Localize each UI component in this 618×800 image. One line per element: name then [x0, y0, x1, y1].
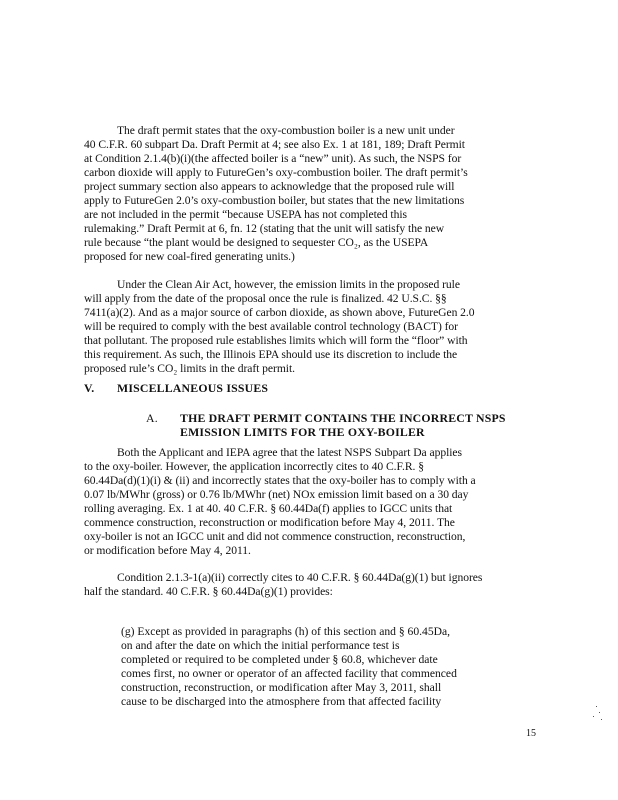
text-line: The draft permit states that the oxy-combustion boiler is a new unit under: [117, 124, 455, 137]
scan-speck: [593, 716, 594, 717]
text-line: will apply from the date of the proposal once the rule is finalized. 42 U.S.C. §§: [84, 292, 447, 305]
text-line: Condition 2.1.3-1(a)(ii) correctly cites to 40 C.F.R. § 60.44Da(g)(1) but ignores: [117, 571, 483, 584]
page-number: 15: [526, 728, 536, 739]
quote-line: comes first, no owner or operator of an affected facility that commenced: [121, 667, 457, 680]
text-line: proposed rule’s CO₂ limits in the draft permit.: [84, 362, 295, 375]
quote-line: construction, reconstruction, or modification after May 3, 2011, shall: [121, 681, 442, 694]
text-line: apply to FutureGen 2.0’s oxy-combustion boiler, but states that the new limitations: [84, 194, 465, 207]
text-line: rolling averaging. Ex. 1 at 40. 40 C.F.R. § 60.44Da(f) applies to IGCC units that: [84, 502, 453, 515]
text-line: 0.07 lb/MWhr (gross) or 0.76 lb/MWhr (net) NOx emission limit based on a 30 day: [84, 488, 469, 501]
text-line: oxy-boiler is not an IGCC unit and did not commence construction, reconstruction,: [84, 530, 466, 543]
quote-line: completed or required to be completed under § 60.8, whichever date: [121, 653, 438, 666]
text-line: will be required to comply with the best available control technology (BACT) for: [84, 320, 458, 333]
scan-speck: [601, 719, 602, 720]
text-line: carbon dioxide will apply to FutureGen’s oxy-combustion boiler. The draft permit’s: [84, 166, 468, 179]
text-line: commence construction, reconstruction or modification before May 4, 2011. The: [84, 516, 455, 529]
section-number: V.: [84, 381, 95, 395]
text-line: rule because “the plant would be designed to sequester CO₂, as the USEPA: [84, 236, 429, 249]
text-line: this requirement. As such, the Illinois EPA should use its discretion to include the: [84, 348, 458, 361]
scan-speck: [596, 706, 597, 707]
text-line: at Condition 2.1.4(b)(i)(the affected boiler is a “new” unit). As such, the NSPS for: [84, 152, 462, 165]
text-line: to the oxy-boiler. However, the application incorrectly cites to 40 C.F.R. §: [84, 460, 424, 473]
text-line: Under the Clean Air Act, however, the emission limits in the proposed rule: [117, 278, 460, 291]
scan-speck: [599, 712, 600, 713]
text-line: proposed for new coal-fired generating units.): [84, 250, 295, 263]
quote-line: (g) Except as provided in paragraphs (h) of this section and § 60.45Da,: [121, 625, 451, 638]
subsection-letter: A.: [146, 411, 158, 425]
text-line: project summary section also appears to acknowledge that the proposed rule will: [84, 180, 455, 193]
text-line: are not included in the permit “because USEPA has not completed this: [84, 208, 407, 221]
text-line: half the standard. 40 C.F.R. § 60.44Da(g)(1) provides:: [84, 585, 333, 598]
text-line: Both the Applicant and IEPA agree that the latest NSPS Subpart Da applies: [117, 446, 462, 459]
quote-line: on and after the date on which the initial performance test is: [121, 639, 400, 652]
section-title: MISCELLANEOUS ISSUES: [117, 381, 269, 395]
quote-line: cause to be discharged into the atmosphere from that affected facility: [121, 695, 442, 708]
subsection-title-line-1: THE DRAFT PERMIT CONTAINS THE INCORRECT NSPS: [180, 411, 506, 425]
text-line: rulemaking.” Draft Permit at 6, fn. 12 (stating that the unit will satisfy the new: [84, 222, 445, 235]
text-line: or modification before May 4, 2011.: [84, 544, 251, 557]
subsection-title-line-2: EMISSION LIMITS FOR THE OXY-BOILER: [180, 425, 425, 439]
text-line: 40 C.F.R. 60 subpart Da. Draft Permit at 4; see also Ex. 1 at 181, 189; Draft Permit: [84, 138, 465, 151]
text-line: 60.44Da(d)(1)(i) & (ii) and incorrectly states that the oxy-boiler has to comply with a: [84, 474, 476, 487]
text-line: 7411(a)(2). And as a major source of carbon dioxide, as shown above, FutureGen 2.0: [84, 306, 475, 319]
text-line: that pollutant. The proposed rule establishes limits which will form the “floor” with: [84, 334, 468, 347]
